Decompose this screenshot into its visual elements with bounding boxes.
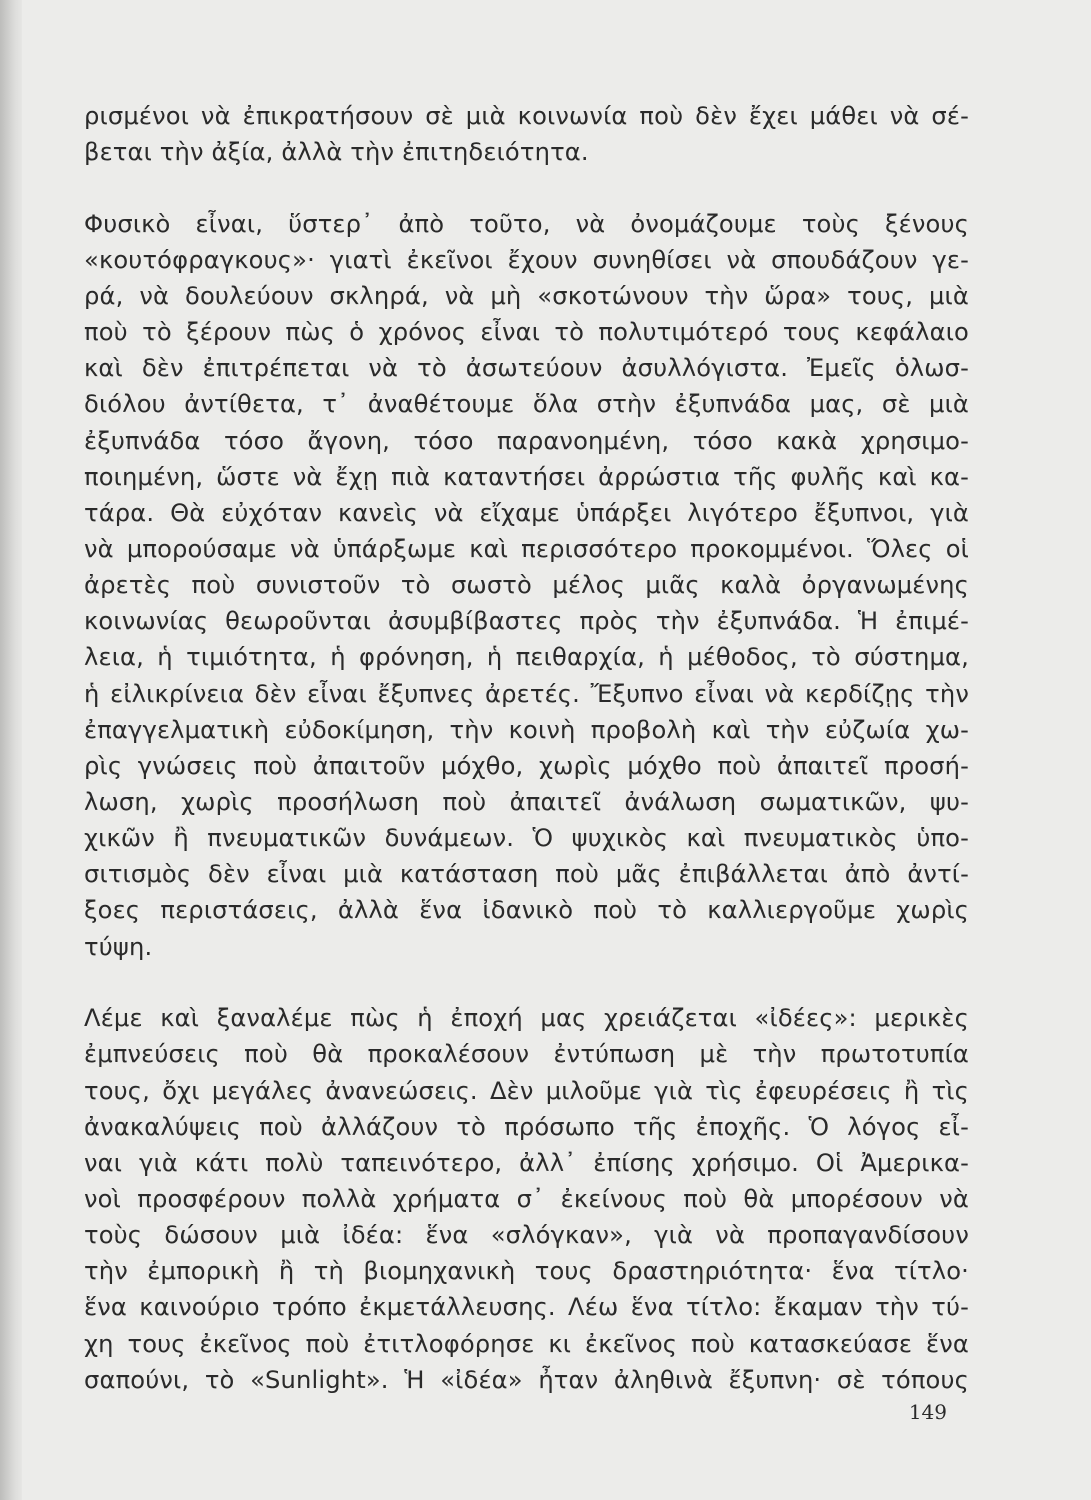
- paragraph-gap: [84, 965, 969, 1001]
- text-line: τὴν ἐμπορικὴ ἢ τὴ βιομηχανικὴ τους δραστηριότητα· ἕνα τίτλο·: [84, 1257, 969, 1286]
- text-line: ρισμένοι νὰ ἐπικρατήσουν σὲ μιὰ κοινωνία ποὺ δὲν ἔχει μάθει νὰ σέ-: [84, 102, 969, 130]
- paragraph-gap: [84, 170, 969, 206]
- text-line: Λέμε καὶ ξαναλέμε πὼς ἡ ἐποχή μας χρειάζεται «ἰδέες»: μερικὲς: [84, 1004, 969, 1033]
- text-line: νὰ μπορούσαμε νὰ ὑπάρξωμε καὶ περισσότερο προκομμένοι. Ὅλες οἱ: [84, 535, 969, 564]
- text-line: τύψη.: [84, 932, 153, 961]
- text-line: ἐμπνεύσεις ποὺ θὰ προκαλέσουν ἐντύπωση μὲ τὴν πρωτοτυπία: [84, 1040, 969, 1069]
- text-line: λεια, ἡ τιμιότητα, ἡ φρόνηση, ἡ πειθαρχία, ἡ μέθοδος, τὸ σύστημα,: [84, 643, 969, 672]
- text-line: ρά, νὰ δουλεύουν σκληρά, νὰ μὴ «σκοτώνουν τὴν ὥρα» τους, μιὰ: [84, 282, 969, 311]
- text-line: νοὶ προσφέρουν πολλὰ χρήματα σ᾽ ἐκείνους ποὺ θὰ μπορέσουν νὰ: [84, 1184, 969, 1213]
- text-line: σιτισμὸς δὲν εἶναι μιὰ κατάσταση ποὺ μᾶς ἐπιβάλλεται ἀπὸ ἀντί-: [84, 860, 969, 889]
- text-line: τους, ὄχι μεγάλες ἀνανεώσεις. Δὲν μιλοῦμε γιὰ τὶς ἐφευρέσεις ἢ τὶς: [84, 1076, 969, 1105]
- text-line: ποὺ τὸ ξέρουν πὼς ὁ χρόνος εἶναι τὸ πολυτιμότερό τους κεφάλαιο: [84, 318, 969, 347]
- text-line: ἐπαγγελματικὴ εὐδοκίμηση, τὴν κοινὴ προβολὴ καὶ τὴν εὐζωία χω-: [84, 715, 969, 744]
- page-binding-edge: [0, 0, 22, 1500]
- text-line: λωση, χωρὶς προσήλωση ποὺ ἀπαιτεῖ ἀνάλωση σωματικῶν, ψυ-: [84, 788, 969, 817]
- text-line: ρὶς γνώσεις ποὺ ἀπαιτοῦν μόχθο, χωρὶς μόχθο ποὺ ἀπαιτεῖ προσή-: [84, 751, 969, 780]
- text-line: χικῶν ἢ πνευματικῶν δυνάμεων. Ὁ ψυχικὸς καὶ πνευματικὸς ὑπο-: [84, 824, 969, 853]
- text-line: ἕνα καινούριο τρόπο ἐκμετάλλευσης. Λέω ἕνα τίτλο: ἔκαμαν τὴν τύ-: [84, 1293, 969, 1322]
- text-line: κοινωνίας θεωροῦνται ἀσυμβίβαστες πρὸς τὴν ἐξυπνάδα. Ἡ ἐπιμέ-: [84, 607, 969, 636]
- text-line: σαπούνι, τὸ «Sunlight». Ἡ «ἰδέα» ἦταν ἀληθινὰ ἔξυπνη· σὲ τόπους: [84, 1365, 969, 1394]
- text-line: ποιημένη, ὥστε νὰ ἔχῃ πιὰ καταντήσει ἀρρώστια τῆς φυλῆς καὶ κα-: [84, 462, 969, 491]
- text-line: τοὺς δώσουν μιὰ ἰδέα: ἕνα «σλόγκαν», γιὰ νὰ προπαγανδίσουν: [84, 1221, 969, 1250]
- page-number: 149: [908, 1400, 947, 1424]
- text-line: ναι γιὰ κάτι πολὺ ταπεινότερο, ἀλλ᾽ ἐπίσης χρήσιμο. Οἱ Ἀμερικα-: [84, 1148, 969, 1177]
- text-line: ἀνακαλύψεις ποὺ ἀλλάζουν τὸ πρόσωπο τῆς ἐποχῆς. Ὁ λόγος εἶ-: [84, 1112, 969, 1141]
- body-text: [84, 98, 969, 1398]
- text-line: βεται τὴν ἀξία, ἀλλὰ τὴν ἐπιτηδειότητα.: [84, 138, 589, 167]
- text-line: ἡ εἰλικρίνεια δὲν εἶναι ἔξυπνες ἀρετές. Ἔξυπνο εἶναι νὰ κερδίζῃς τὴν: [84, 679, 969, 708]
- text-line: ξοες περιστάσεις, ἀλλὰ ἕνα ἰδανικὸ ποὺ τὸ καλλιεργοῦμε χωρὶς: [84, 896, 969, 925]
- text-line: «κουτόφραγκους»· γιατὶ ἐκεῖνοι ἔχουν συνηθίσει νὰ σπουδάζουν γε-: [84, 245, 969, 274]
- book-page: [22, 0, 1091, 1500]
- text-line: τάρα. Θὰ εὐχόταν κανεὶς νὰ εἴχαμε ὑπάρξει λιγότερο ἔξυπνοι, γιὰ: [84, 498, 969, 527]
- text-line: ἀρετὲς ποὺ συνιστοῦν τὸ σωστὸ μέλος μιᾶς καλὰ ὀργανωμένης: [84, 571, 969, 600]
- text-line: διόλου ἀντίθετα, τ᾽ ἀναθέτουμε ὅλα στὴν ἐξυπνάδα μας, σὲ μιὰ: [84, 390, 969, 419]
- text-line: ἐξυπνάδα τόσο ἄγονη, τόσο παρανοημένη, τόσο κακὰ χρησιμο-: [84, 426, 969, 455]
- text-line: καὶ δὲν ἐπιτρέπεται νὰ τὸ ἀσωτεύουν ἀσυλλόγιστα. Ἐμεῖς ὁλωσ-: [84, 354, 969, 383]
- text-line: Φυσικὸ εἶναι, ὕστερ᾽ ἀπὸ τοῦτο, νὰ ὀνομάζουμε τοὺς ξένους: [84, 209, 969, 238]
- text-line: χη τους ἐκεῖνος ποὺ ἐτιτλοφόρησε κι ἐκεῖνος ποὺ κατασκεύασε ἕνα: [84, 1329, 969, 1358]
